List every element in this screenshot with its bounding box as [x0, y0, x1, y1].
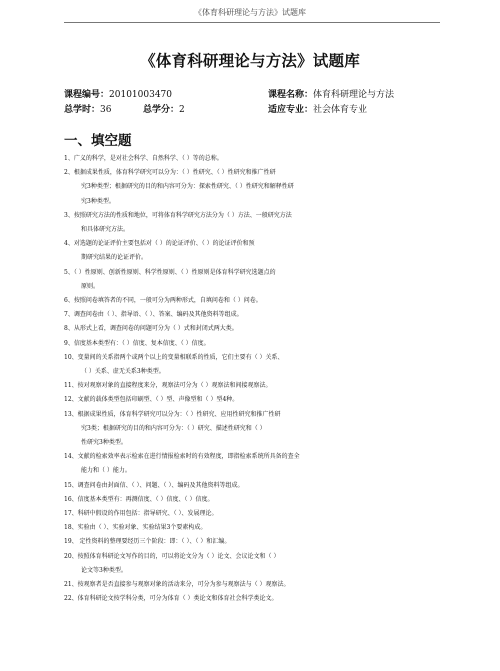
question-line: 2、根据成果性质，体育科学研究可以分为：（ ）性研究、（ ）性研究和推广性研	[64, 169, 276, 177]
course-name	[268, 87, 394, 100]
question-line: 16、信度基本类型有：再测信度、（ ）信度、（ ）信度。	[64, 495, 214, 503]
course-name-value: 体育科研理论与方法	[313, 90, 395, 100]
course-number	[64, 87, 172, 100]
course-name-label: 课程名称：	[268, 90, 314, 100]
question-line: 21、按观察者是否直接参与观察对象的活动来分，可分为参与观察法与（ ）观察法。	[64, 581, 290, 589]
question-line: 4、对选题的论证评价主要包括对（ ）的论证评价、（ ）的论证评价和预	[64, 240, 255, 248]
question-line: 3、按照研究方法的性质和地位，可将体育科学研究方法分为（ ）方法、一般研究方法	[64, 211, 292, 219]
question-line-continued: 性研究3种类型。	[81, 439, 127, 447]
question-line: 14、文献的检索效率表示检索在进行情报检索时的有效程度，即指检索系统所具备的查全	[64, 453, 300, 461]
total-credits	[143, 102, 185, 115]
total-hours-value: 36	[100, 105, 112, 115]
question-line-continued: （ ）关系、虚无关系3种类型。	[81, 368, 165, 376]
question-line: 7、调查问卷由（ ）、指导语、（ ）、答案、编码及其他资料等组成。	[64, 311, 243, 319]
document-title: 《体育科研理论与方法》试题库	[140, 51, 360, 70]
question-line: 11、按对观察对象的直接程度来分，观察法可分为（ ）观察法和间接观察法。	[64, 382, 272, 390]
question-line: 8、从形式上看，调查问卷的问题可分为（ ）式和封闭式两大类。	[64, 325, 238, 333]
question-line: 13、根据成果性质，体育科学研究可以分为：（ ）性研究、应用性研究和推广性研	[64, 410, 281, 418]
target-major	[268, 102, 367, 115]
question-line: 1、广义的科学，是对社会科学、自然科学、（ ）等的总称。	[64, 155, 223, 162]
header-rule	[64, 22, 440, 23]
question-line-continued: 究3种类型；根据研究的目的和内容可分为：探索性研究、（ ）性研究和解释性研	[81, 183, 294, 191]
question-line: 9、信度基本类型有：（ ）信度、复本信度、（ ）信度。	[64, 339, 210, 347]
course-number-label: 课程编号：	[64, 90, 110, 100]
total-hours-label: 总学时：	[64, 105, 101, 115]
question-line-continued: 究3类；根据研究的目的和内容可分为：（ ）研究、描述性研究和（ ）	[81, 424, 266, 432]
question-line-continued: 期研究结果的论证评价。	[81, 254, 148, 262]
question-line-continued: 原则。	[81, 282, 100, 290]
question-line-continued: 论文等3种类型。	[81, 566, 127, 574]
question-line: 17、科研中假设的作用包括：指导研究、（ ）、发展理论。	[64, 510, 218, 518]
question-line: 20、按照体育科研论文写作的目的，可以将论文分为（ ）论文、会议论文和（ ）	[64, 552, 280, 560]
question-line: 22、体育科研论文按学科分类，可分为体育（ ）类论文和体育社会科学类论文。	[64, 595, 278, 603]
total-hours	[64, 102, 111, 115]
question-line-continued: 和具体研究方法。	[81, 226, 130, 234]
question-list	[64, 152, 500, 607]
question-line-continued: 究3种类型。	[81, 197, 115, 205]
section-heading: 一、填空题	[64, 133, 132, 149]
question-line: 6、按照问卷填答者的不同，一般可分为两种形式，自填问卷和（ ）问卷。	[64, 297, 262, 305]
question-line: 10、变量间的关系指两个或两个以上的变量相联系的性质，它们主要有（ ）关系、	[64, 353, 284, 361]
question-line-continued: 能力和（ ）能力。	[81, 467, 131, 475]
total-credits-label: 总学分：	[143, 105, 180, 115]
question-line: 5、（ ）性原则、创新性原则、科学性原则、（ ）性原则是体育科学研究选题点的	[64, 268, 276, 276]
question-line: 15、调查问卷由封面信、（ ）、问题、（ ）、编码及其他资料等组成。	[64, 481, 244, 489]
target-major-value: 社会体育专业	[313, 105, 368, 115]
target-major-label: 适应专业：	[268, 105, 314, 115]
total-credits-value: 2	[179, 105, 185, 115]
question-line: 18、实验由（ ）、实验对象、实验结果3个要素构成。	[64, 524, 207, 532]
question-line: 12、文献的载体类型包括印刷型、（ ）型、声像型和（ ）型4种。	[64, 396, 239, 404]
question-line: 19、 定性资料的整理要经历三个阶段：即：（ ）、（ ）和汇编。	[64, 538, 231, 546]
running-header: 《体育科研理论与方法》试题库	[194, 8, 306, 17]
course-number-value: 20101003470	[109, 90, 173, 100]
